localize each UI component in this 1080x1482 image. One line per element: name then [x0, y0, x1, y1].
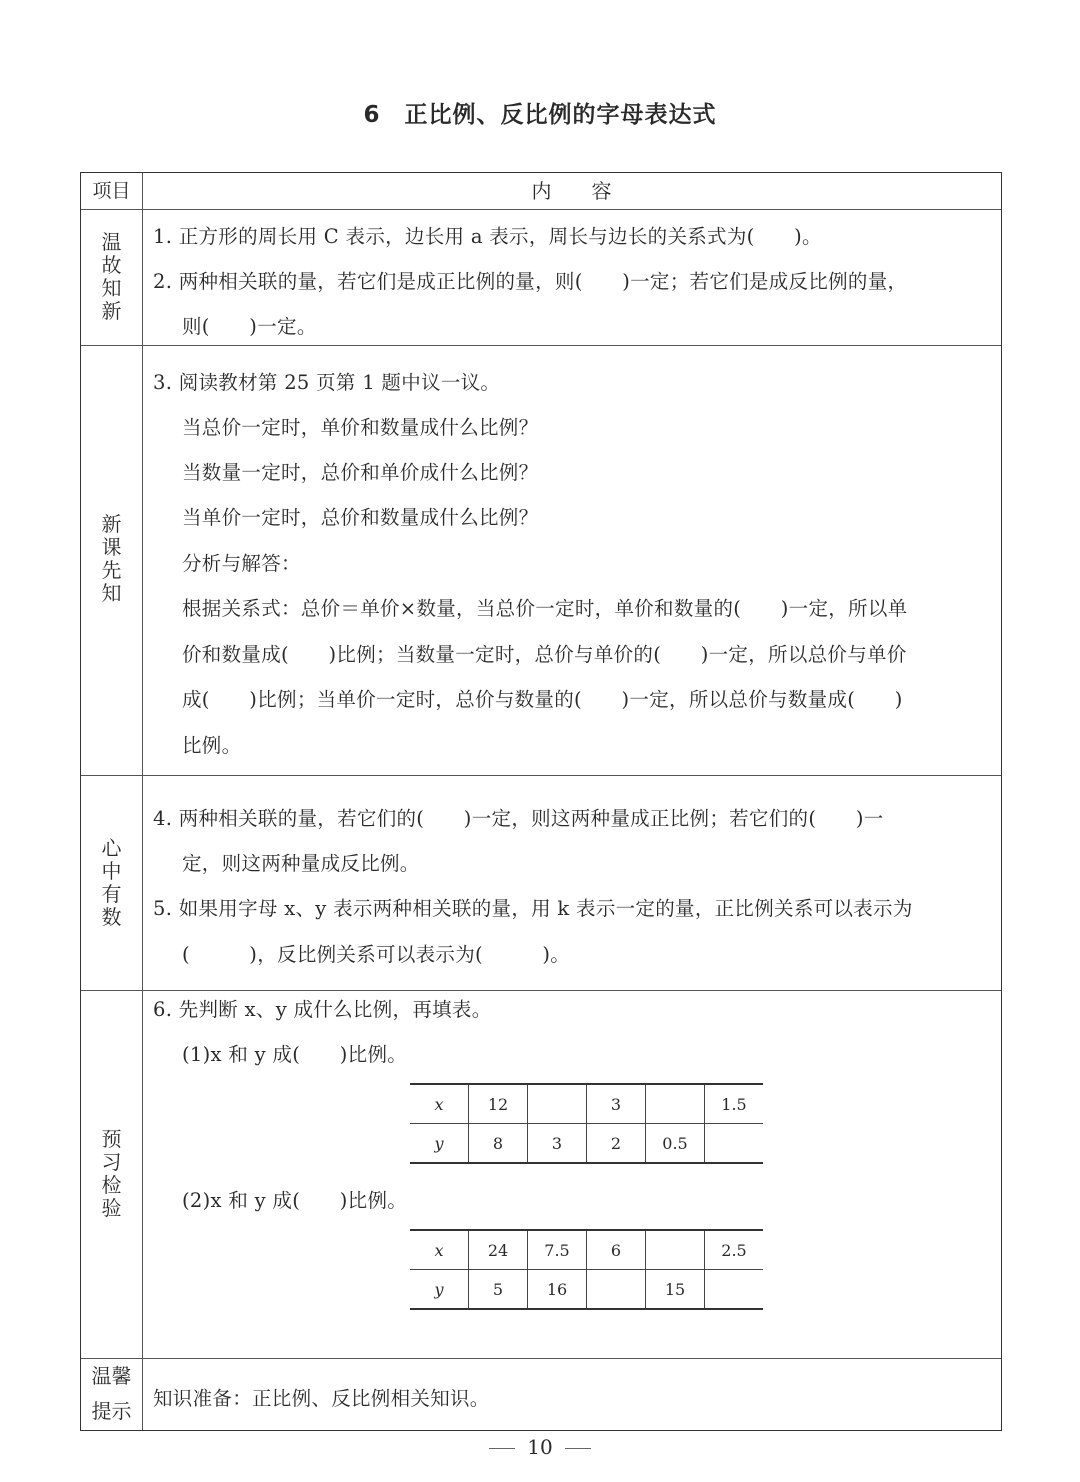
table-cell: x — [410, 1084, 469, 1124]
label-tips — [81, 1361, 142, 1426]
label-review — [81, 231, 142, 323]
row-divider — [81, 990, 1001, 991]
row-divider — [81, 775, 1001, 776]
header-content: 内容 — [531, 179, 652, 203]
dash-right — [565, 1448, 591, 1449]
label-text: 提示 — [91, 1399, 132, 1423]
tips-text: 知识准备：正比例、反比例相关知识。 — [153, 1387, 490, 1410]
table-cell — [705, 1124, 764, 1164]
label-text: 温馨 — [91, 1364, 132, 1388]
table-cell: 16 — [528, 1270, 587, 1310]
table-row — [410, 1084, 763, 1124]
label-mind — [81, 837, 142, 929]
section-title: 正比例、反比例的字母表达式 — [404, 102, 717, 128]
row-divider — [81, 1358, 1001, 1359]
table-2 — [410, 1229, 763, 1310]
label-text: 预习检验 — [101, 1127, 122, 1220]
lesson-line-2: 当数量一定时，总价和单价成什么比例？ — [182, 461, 539, 484]
table-cell: 7.5 — [528, 1230, 587, 1270]
page-title — [0, 96, 1080, 129]
header-item: 项目 — [92, 180, 131, 202]
question-6: 6. 先判断 x、y 成什么比例，再填表。 — [153, 998, 492, 1021]
lesson-line-7: 成( )比例；当单价一定时，总价与数量的( )一定，所以总价与数量成( ) — [182, 688, 903, 711]
lesson-line-1: 当总价一定时，单价和数量成什么比例？ — [182, 416, 539, 439]
table-row — [410, 1270, 763, 1310]
page-number-footer — [0, 1435, 1080, 1459]
table-cell: 1.5 — [705, 1084, 764, 1124]
question-2-line-2: 则( )一定。 — [182, 315, 317, 338]
table-cell: x — [410, 1230, 469, 1270]
table-cell: 3 — [587, 1084, 646, 1124]
table-cell: 2 — [587, 1124, 646, 1164]
lesson-line-6: 价和数量成( )比例；当数量一定时，总价与单价的( )一定，所以总价与单价 — [182, 643, 907, 666]
table-cell: 15 — [646, 1270, 705, 1310]
label-text: 心中有数 — [101, 836, 122, 929]
question-1: 1. 正方形的周长用 C 表示，边长用 a 表示，周长与边长的关系式为( )。 — [153, 225, 822, 248]
part-1: (1)x 和 y 成( )比例。 — [182, 1043, 408, 1066]
worksheet-table — [80, 172, 1002, 1431]
table-cell — [705, 1270, 764, 1310]
question-4-line-1: 4. 两种相关联的量，若它们的( )一定，则这两种量成正比例；若它们的( )一 — [153, 807, 884, 830]
table-cell: 6 — [587, 1230, 646, 1270]
table-cell — [646, 1084, 705, 1124]
column-divider — [142, 173, 143, 1430]
table-cell — [646, 1230, 705, 1270]
label-text: 新课先知 — [101, 512, 122, 605]
table-cell: 2.5 — [705, 1230, 764, 1270]
table-cell: 24 — [469, 1230, 528, 1270]
row-divider — [81, 209, 1001, 210]
table-cell — [528, 1084, 587, 1124]
label-text: 温故知新 — [101, 230, 122, 323]
table-cell: y — [434, 1279, 444, 1299]
lesson-line-4: 分析与解答： — [182, 552, 301, 575]
question-3: 3. 阅读教材第 25 页第 1 题中议一议。 — [153, 371, 501, 394]
lesson-line-5: 根据关系式：总价＝单价×数量，当总价一定时，单价和数量的( )一定，所以单 — [182, 597, 908, 620]
label-new-lesson — [81, 513, 142, 605]
question-4-line-2: 定，则这两种量成反比例。 — [182, 852, 420, 875]
table-cell: 12 — [469, 1084, 528, 1124]
table-row — [410, 1124, 763, 1164]
lesson-line-3: 当单价一定时，总价和数量成什么比例？ — [182, 506, 539, 529]
part-2: (2)x 和 y 成( )比例。 — [182, 1189, 408, 1212]
table-cell: 3 — [528, 1124, 587, 1164]
page-number: 10 — [527, 1435, 553, 1459]
dash-left — [489, 1448, 515, 1449]
table-cell: 5 — [469, 1270, 528, 1310]
question-5-line-1: 5. 如果用字母 x、y 表示两种相关联的量，用 k 表示一定的量，正比例关系可以表示为 — [153, 897, 913, 920]
lesson-line-8: 比例。 — [182, 734, 242, 757]
question-2-line-1: 2. 两种相关联的量，若它们是成正比例的量，则( )一定；若它们是成反比例的量， — [153, 270, 908, 293]
table-cell: 8 — [469, 1124, 528, 1164]
table-row — [410, 1230, 763, 1270]
section-number: 6 — [363, 102, 381, 128]
label-preview — [81, 1128, 142, 1220]
table-cell: 0.5 — [646, 1124, 705, 1164]
row-divider — [81, 345, 1001, 346]
table-cell: y — [434, 1133, 444, 1153]
question-5-line-2: ( )，反比例关系可以表示为( )。 — [182, 943, 571, 966]
table-cell — [587, 1270, 646, 1310]
table-1 — [410, 1083, 763, 1164]
